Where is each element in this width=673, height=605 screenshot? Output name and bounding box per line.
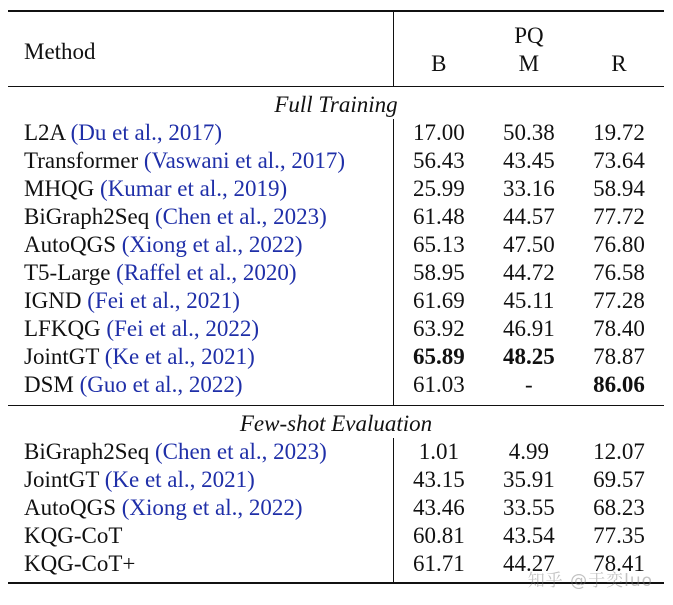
- m-cell: 46.91: [503, 316, 555, 341]
- m-cell: 50.38: [503, 120, 555, 145]
- method-cell: [8, 203, 393, 231]
- method-header: Method: [24, 39, 96, 64]
- method-cell: [8, 315, 393, 343]
- section-title-row: [8, 87, 664, 120]
- section-full-training: [8, 87, 664, 406]
- method-name: KQG-CoT: [24, 523, 123, 548]
- table-row: [8, 203, 664, 231]
- r-cell-best: 86.06: [593, 372, 645, 397]
- table-row: [8, 438, 664, 466]
- m-cell: -: [525, 372, 533, 397]
- citation-link[interactable]: (Xiong et al., 2022): [121, 232, 303, 257]
- method-cell: [8, 287, 393, 315]
- method-name: JointGT: [24, 467, 99, 492]
- b-cell: 60.81: [393, 522, 484, 550]
- r-cell: 78.41: [593, 551, 645, 576]
- r-cell: 77.35: [593, 523, 645, 548]
- m-cell: 45.11: [503, 288, 555, 313]
- citation-link[interactable]: (Du et al., 2017): [70, 120, 223, 145]
- method-name: IGND: [24, 288, 82, 313]
- method-cell: [8, 343, 393, 371]
- m-cell: 35.91: [503, 467, 555, 492]
- citation-link[interactable]: (Fei et al., 2022): [106, 316, 260, 341]
- b-cell: 17.00: [393, 119, 484, 147]
- r-cell: 76.58: [593, 260, 645, 285]
- method-cell: [8, 466, 393, 494]
- pq-group-header: PQ: [393, 11, 664, 50]
- method-name: JointGT: [24, 344, 99, 369]
- citation-link[interactable]: (Fei et al., 2021): [87, 288, 240, 313]
- citation-link[interactable]: (Raffel et al., 2020): [116, 260, 297, 285]
- table-row: [8, 522, 664, 550]
- method-cell: [8, 371, 393, 406]
- citation-link[interactable]: (Chen et al., 2023): [154, 204, 327, 229]
- m-cell: 47.50: [503, 232, 555, 257]
- table-row: [8, 119, 664, 147]
- r-cell: 76.80: [593, 232, 645, 257]
- method-cell: [8, 522, 393, 550]
- table-row: [8, 147, 664, 175]
- m-cell: 43.45: [503, 148, 555, 173]
- r-cell: 77.28: [593, 288, 645, 313]
- r-cell: 19.72: [593, 120, 645, 145]
- m-cell: 44.27: [503, 551, 555, 576]
- r-cell: 77.72: [593, 204, 645, 229]
- citation-link[interactable]: (Ke et al., 2021): [104, 344, 255, 369]
- col-header-m: M: [518, 51, 540, 76]
- r-cell: 78.87: [593, 344, 645, 369]
- b-cell: 61.48: [393, 203, 484, 231]
- citation-link[interactable]: (Ke et al., 2021): [104, 467, 255, 492]
- results-table-container: [8, 10, 664, 584]
- citation-link[interactable]: (Chen et al., 2023): [154, 439, 327, 464]
- table-row: [8, 343, 664, 371]
- b-cell: 43.15: [393, 466, 484, 494]
- table-row: [8, 259, 664, 287]
- b-cell: 1.01: [393, 438, 484, 466]
- method-name: LFKQG: [24, 316, 101, 341]
- b-cell: 61.71: [393, 550, 484, 583]
- table-row: [8, 287, 664, 315]
- table-row: [8, 371, 664, 406]
- m-cell: 33.55: [503, 495, 555, 520]
- method-name: KQG-CoT+: [24, 551, 136, 576]
- method-name: T5-Large: [24, 260, 111, 285]
- section-few-shot: [8, 406, 664, 584]
- m-cell: 43.54: [503, 523, 555, 548]
- b-cell: 58.95: [393, 259, 484, 287]
- b-cell: 43.46: [393, 494, 484, 522]
- section-title: Full Training: [274, 92, 398, 117]
- r-cell: 58.94: [593, 176, 645, 201]
- r-cell: 69.57: [593, 467, 645, 492]
- section-title-row: [8, 406, 664, 439]
- method-name: BiGraph2Seq: [24, 204, 150, 229]
- table-row: [8, 231, 664, 259]
- table-row: [8, 466, 664, 494]
- method-name: Transformer: [24, 148, 139, 173]
- citation-link[interactable]: (Vaswani et al., 2017): [143, 148, 346, 173]
- m-cell: 33.16: [503, 176, 555, 201]
- citation-link[interactable]: (Guo et al., 2022): [79, 372, 243, 397]
- m-cell: 44.72: [503, 260, 555, 285]
- method-cell: [8, 175, 393, 203]
- method-cell: [8, 147, 393, 175]
- table-row: [8, 175, 664, 203]
- watermark: 知乎 @于奕luo: [527, 571, 653, 591]
- b-cell: 65.13: [393, 231, 484, 259]
- method-name: L2A: [24, 120, 65, 145]
- table-row: [8, 315, 664, 343]
- r-cell: 78.40: [593, 316, 645, 341]
- b-cell-best: 65.89: [393, 343, 484, 371]
- method-name: BiGraph2Seq: [24, 439, 150, 464]
- method-cell: [8, 259, 393, 287]
- col-header-r: R: [611, 51, 627, 76]
- method-cell: [8, 550, 393, 583]
- method-name: DSM: [24, 372, 74, 397]
- header-row-1: [8, 11, 664, 50]
- b-cell: 61.03: [393, 371, 484, 406]
- m-cell: 4.99: [508, 439, 549, 464]
- method-name: AutoQGS: [24, 495, 117, 520]
- r-cell: 68.23: [593, 495, 645, 520]
- method-cell: [8, 438, 393, 466]
- r-cell: 12.07: [593, 439, 645, 464]
- col-header-b: B: [393, 50, 484, 87]
- b-cell: 63.92: [393, 315, 484, 343]
- m-cell-best: 48.25: [503, 344, 555, 369]
- citation-link[interactable]: (Kumar et al., 2019): [100, 176, 288, 201]
- method-cell: [8, 119, 393, 147]
- method-cell: [8, 494, 393, 522]
- b-cell: 61.69: [393, 287, 484, 315]
- b-cell: 56.43: [393, 147, 484, 175]
- table-row: [8, 494, 664, 522]
- method-name: AutoQGS: [24, 232, 117, 257]
- citation-link[interactable]: (Xiong et al., 2022): [121, 495, 303, 520]
- method-cell: [8, 231, 393, 259]
- m-cell: 44.57: [503, 204, 555, 229]
- section-title: Few-shot Evaluation: [239, 411, 433, 436]
- method-name: MHQG: [24, 176, 95, 201]
- r-cell: 73.64: [593, 148, 645, 173]
- results-table: [8, 10, 664, 584]
- b-cell: 25.99: [393, 175, 484, 203]
